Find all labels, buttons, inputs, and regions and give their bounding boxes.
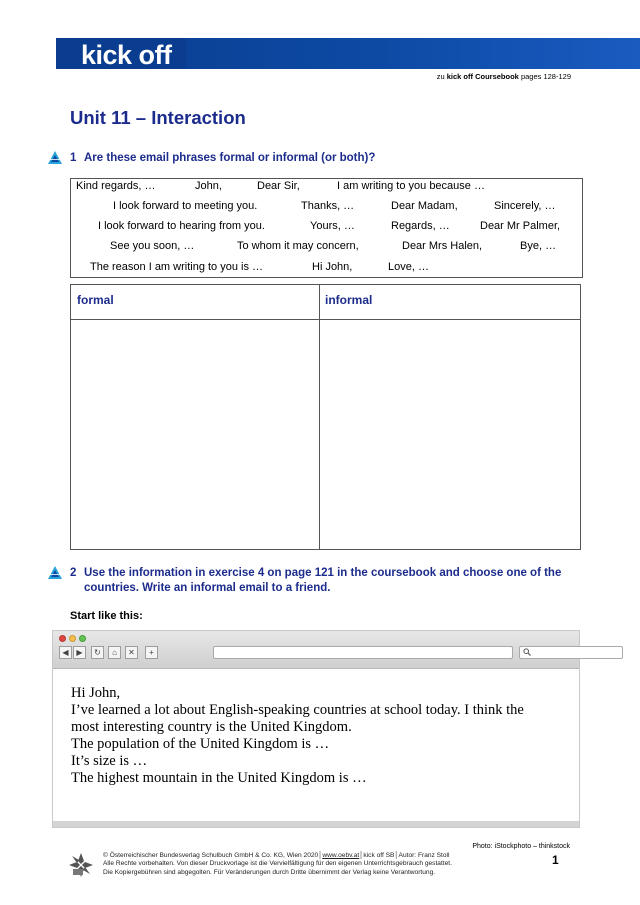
page-number: 1 bbox=[552, 853, 559, 867]
exercise-2-instruction: Use the information in exercise 4 on page 121 in the coursebook and choose one of the countries. Write an informal email to a friend. bbox=[84, 567, 562, 594]
exercise-2-heading bbox=[48, 566, 588, 596]
kick-off-logo: kick off bbox=[81, 40, 172, 70]
phrase: The reason I am writing to you is … bbox=[90, 261, 264, 273]
photo-credit: Photo: iStockphoto – thinkstock bbox=[472, 843, 570, 850]
stop-icon: ✕ bbox=[125, 646, 138, 659]
page-title: Unit 11 – Interaction bbox=[70, 107, 246, 128]
phrase: Love, … bbox=[388, 261, 429, 273]
phrase: Dear Madam, bbox=[391, 200, 458, 212]
email-line: The highest mountain in the United Kingdom is … bbox=[71, 770, 367, 786]
column-header-formal: formal bbox=[77, 293, 114, 307]
home-icon: ⌂ bbox=[108, 646, 121, 659]
email-line: most interesting country is the United Kingdom. bbox=[71, 719, 352, 735]
close-dot-icon bbox=[59, 635, 66, 642]
publisher-link[interactable]: www.oebv.at bbox=[322, 852, 360, 859]
table-divider bbox=[319, 285, 320, 549]
triangle-level-icon bbox=[48, 151, 62, 164]
phrase: To whom it may concern, bbox=[237, 240, 359, 252]
start-label: Start like this: bbox=[70, 610, 143, 622]
phrase: John, bbox=[195, 180, 222, 192]
search-bar bbox=[519, 646, 623, 659]
phrase: See you soon, … bbox=[110, 240, 195, 252]
email-line: Hi John, bbox=[71, 685, 121, 701]
coursebook-reference: zu kick off Coursebook pages 128-129 bbox=[436, 72, 571, 81]
address-bar bbox=[213, 646, 513, 659]
email-line: It’s size is … bbox=[71, 753, 148, 769]
phrase: Regards, … bbox=[391, 220, 450, 232]
phrase: Hi John, bbox=[312, 261, 353, 273]
sorting-table bbox=[70, 284, 581, 550]
back-icon: ◀ bbox=[59, 646, 72, 659]
email-line: I’ve learned a lot about English-speaking countries at school today. I think the bbox=[71, 702, 524, 718]
browser-bottom-bar bbox=[53, 821, 579, 827]
exercise-1-heading bbox=[48, 151, 588, 166]
maximize-dot-icon bbox=[79, 635, 86, 642]
minimize-dot-icon bbox=[69, 635, 76, 642]
phrase: Bye, … bbox=[520, 240, 557, 252]
phrase: Dear Mrs Halen, bbox=[402, 240, 483, 252]
new-tab-icon: + bbox=[145, 646, 158, 659]
phrase: Dear Mr Palmer, bbox=[480, 220, 561, 232]
search-icon bbox=[523, 648, 531, 656]
exercise-1-instruction: Are these email phrases formal or informal (or both)? bbox=[84, 152, 376, 164]
column-header-informal: informal bbox=[325, 293, 373, 307]
forward-icon: ▶ bbox=[73, 646, 86, 659]
exercise-1-number: 1 bbox=[70, 152, 77, 164]
browser-toolbar bbox=[53, 631, 579, 669]
table-header-divider bbox=[71, 319, 580, 320]
email-text bbox=[71, 685, 571, 787]
oebv-logo-icon bbox=[68, 852, 94, 878]
browser-window bbox=[52, 630, 580, 828]
phrase: I am writing to you because … bbox=[337, 180, 485, 192]
phrase: Yours, … bbox=[310, 220, 355, 232]
exercise-2-number: 2 bbox=[70, 567, 77, 579]
phrase: Kind regards, … bbox=[76, 180, 156, 192]
reload-icon: ↻ bbox=[91, 646, 104, 659]
phrase: I look forward to meeting you. bbox=[113, 200, 258, 212]
phrase-box bbox=[70, 178, 583, 278]
triangle-level-icon bbox=[48, 566, 62, 579]
phrase: I look forward to hearing from you. bbox=[98, 220, 265, 232]
footer-text: © Österreichischer Bundesverlag Schulbuch GmbH & Co. KG, Wien 2020│www.oebv.at│kick off SB│Autor: Franz Stoll Alle Rechte vorbehalten. Von dieser Druckvorlage ist die Vervielfältigung für den eigenen Unterrichtsgebrauch gestattet. Die Kopiergebühren sind abgegolten. Für Veränderungen durch Dritte übernimmt der Verlag keine Verantwortung. bbox=[103, 852, 452, 876]
email-line: The population of the United Kingdom is … bbox=[71, 736, 330, 752]
phrase: Dear Sir, bbox=[257, 180, 300, 192]
phrase: Thanks, … bbox=[301, 200, 355, 212]
phrase: Sincerely, … bbox=[494, 200, 556, 212]
